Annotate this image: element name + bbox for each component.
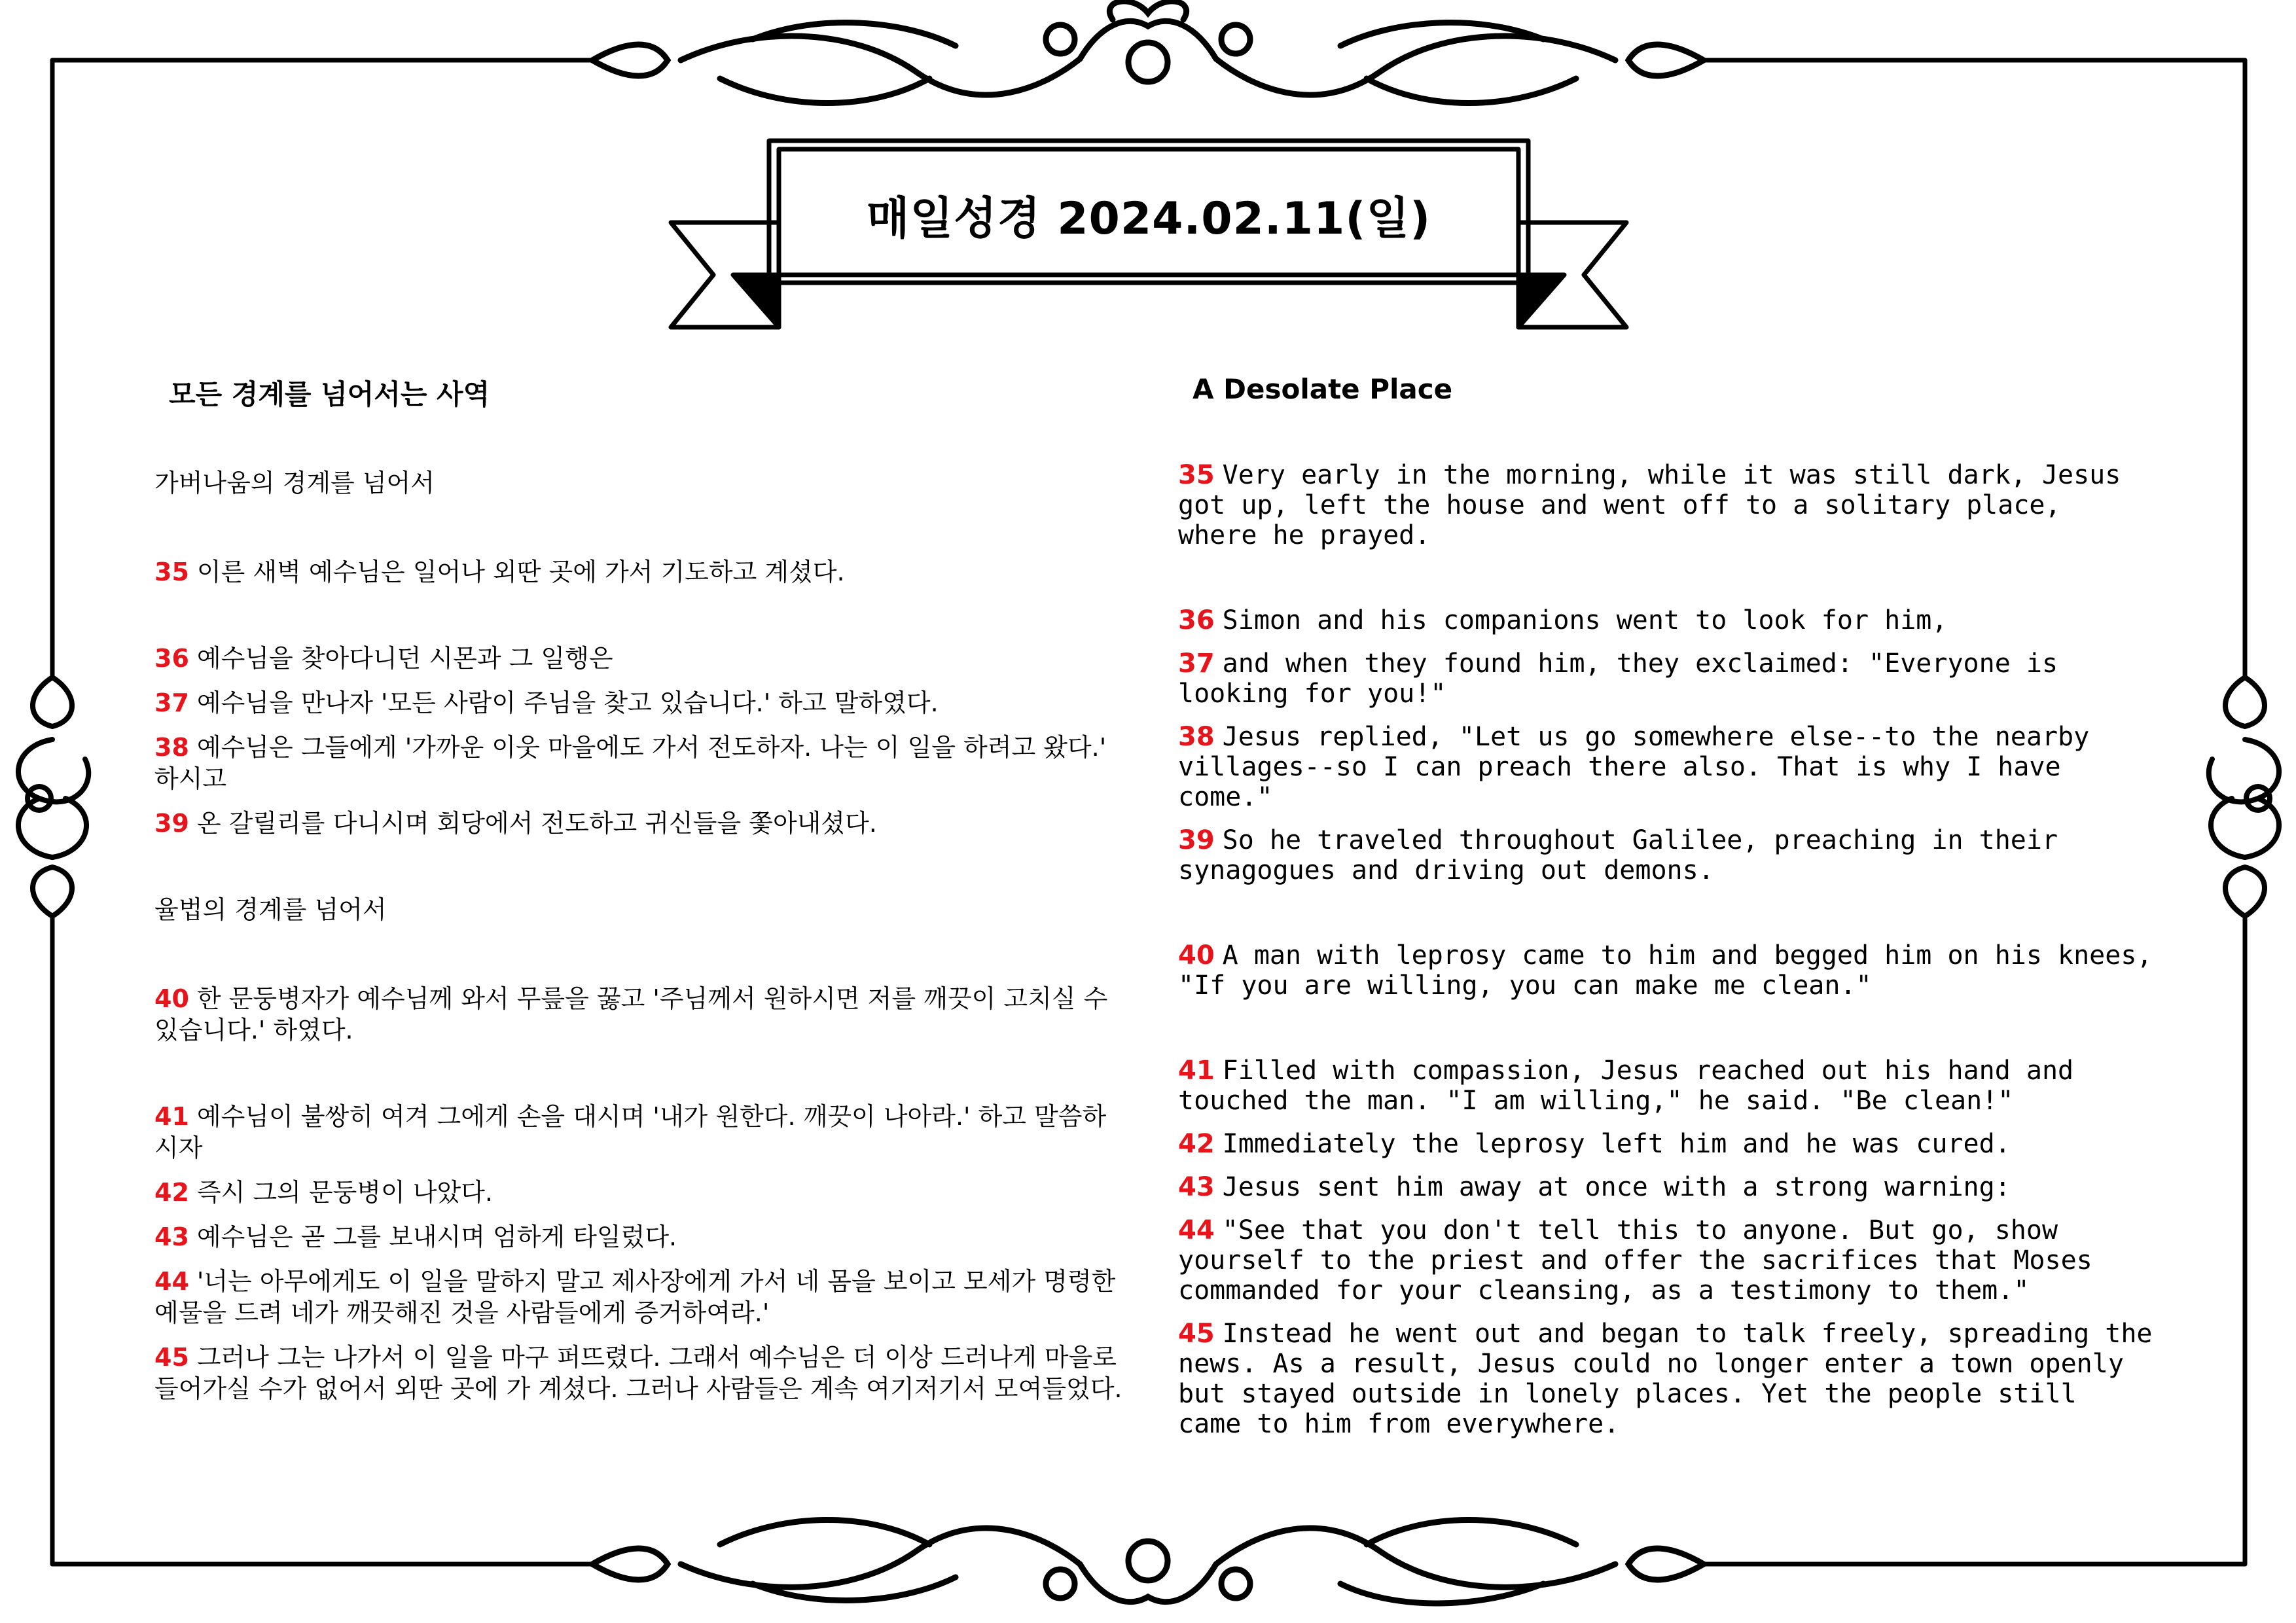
verse	[1178, 1056, 2153, 1116]
verse	[154, 1266, 1123, 1329]
verse-number: 42	[1178, 1129, 1215, 1159]
verse-number: 43	[154, 1222, 189, 1251]
verse-number: 37	[1178, 649, 1215, 679]
verse-text: So he traveled throughout Galilee, preaching in their synagogues and driving out demons.	[1178, 825, 2058, 885]
verse-number: 37	[154, 688, 189, 717]
verse-number: 45	[1178, 1319, 1215, 1349]
verse	[1178, 1129, 2153, 1159]
verse-number: 42	[154, 1178, 189, 1207]
verse-number: 35	[1178, 460, 1215, 490]
korean-heading: 모든 경계를 넘어서는 사역	[169, 378, 490, 410]
verse-text: 이른 새벽 예수님은 일어나 외딴 곳에 가서 기도하고 계셨다.	[196, 558, 845, 586]
korean-subheading: 가버나움의 경계를 넘어서	[154, 469, 435, 497]
page-title: 매일성경 2024.02.11(일)	[866, 192, 1431, 245]
verse-number: 40	[154, 984, 189, 1013]
verse	[1178, 460, 2153, 550]
verse-number: 39	[154, 809, 189, 838]
verse-number: 38	[154, 733, 189, 762]
verse-text: Immediately the leprosy left him and he was cured.	[1222, 1129, 2011, 1159]
korean-column	[154, 373, 1123, 1418]
left-side-ornament	[18, 677, 88, 916]
verse	[1178, 1215, 2153, 1306]
verse-text: 예수님은 곧 그를 보내시며 엄하게 타일렀다.	[196, 1222, 677, 1251]
bottom-flourish-ornament	[592, 1520, 1704, 1604]
verse-number: 41	[1178, 1056, 1215, 1086]
verse-text: 온 갈릴리를 다니시며 회당에서 전도하고 귀신들을 쫓아내셨다.	[196, 809, 877, 838]
verse-number: 38	[1178, 722, 1215, 752]
verse-text: '너는 아무에게도 이 일을 말하지 말고 제사장에게 가서 네 몸을 보이고 모세가 명령한 예물을 드려 네가 깨끗해진 것을 사람들에게 증거하여라.'	[154, 1267, 1116, 1327]
verse-number: 44	[1178, 1215, 1215, 1245]
verse	[154, 1177, 1123, 1208]
verse	[154, 1101, 1123, 1164]
verse-text: "See that you don't tell this to anyone. But go, show yourself to the priest and offer the sacrifices that Moses commanded for your cleansing, as a testimony to them."	[1178, 1215, 2092, 1306]
korean-subheading: 율법의 경계를 넘어서	[154, 895, 387, 924]
verse	[154, 808, 1123, 839]
verse-text: 한 문둥병자가 예수님께 와서 무릎을 꿇고 '주님께서 원하시면 저를 깨끗이 고치실 수 있습니다.' 하였다.	[154, 984, 1108, 1044]
verse-text: Instead he went out and began to talk freely, spreading the news. As a result, Jesus could no longer enter a town openly but stayed outside in lonely places. Yet the people still came to him from everywhere.	[1178, 1319, 2153, 1439]
english-heading: A Desolate Place	[1193, 373, 1453, 405]
verse-number: 41	[154, 1102, 189, 1131]
verse-text: 예수님을 만나자 '모든 사람이 주님을 찾고 있습니다.' 하고 말하였다.	[196, 688, 939, 717]
verse	[1178, 605, 2153, 635]
verse	[1178, 940, 2153, 1001]
verse	[1178, 825, 2153, 885]
verse-text: Filled with compassion, Jesus reached out his hand and touched the man. "I am willing," he said. "Be clean!"	[1178, 1056, 2074, 1116]
verse-number: 43	[1178, 1172, 1215, 1202]
verse-number: 36	[1178, 605, 1215, 635]
verse	[1178, 1172, 2153, 1202]
verse	[1178, 722, 2153, 812]
verse-number: 45	[154, 1343, 189, 1372]
verse	[154, 732, 1123, 794]
verse	[1178, 649, 2153, 709]
verse-text: 즉시 그의 문둥병이 나았다.	[196, 1178, 493, 1207]
verse	[154, 687, 1123, 719]
verse	[154, 556, 1123, 588]
verse-text: Jesus sent him away at once with a strong warning:	[1222, 1172, 2011, 1202]
verse-text: Simon and his companions went to look for him,	[1222, 605, 1948, 635]
verse-number: 39	[1178, 825, 1215, 855]
english-column	[1178, 373, 2153, 1452]
verse	[154, 1342, 1123, 1404]
verse-text: A man with leprosy came to him and begged him on his knees, "If you are willing, you can make me clean."	[1178, 940, 2153, 1001]
verse-number: 44	[154, 1267, 189, 1296]
top-flourish-ornament	[592, 1, 1704, 103]
verse	[154, 983, 1123, 1046]
right-side-ornament	[2209, 677, 2279, 916]
verse	[154, 1221, 1123, 1253]
verse-text: and when they found him, they exclaimed: "Everyone is looking for you!"	[1178, 649, 2058, 709]
verse-text: 예수님은 그들에게 '가까운 이웃 마을에도 가서 전도하자. 나는 이 일을 하려고 왔다.' 하시고	[154, 733, 1107, 793]
verse-text: Very early in the morning, while it was still dark, Jesus got up, left the house and went off to a solitary place, where he prayed.	[1178, 460, 2121, 550]
verse	[1178, 1319, 2153, 1439]
verse-text: 그러나 그는 나가서 이 일을 마구 퍼뜨렸다. 그래서 예수님은 더 이상 드러나게 마을로 들어가실 수가 없어서 외딴 곳에 가 계셨다. 그러나 사람들은 계속 여기저기서 모여들었다.	[154, 1343, 1122, 1403]
verse-number: 35	[154, 558, 189, 586]
verse-text: Jesus replied, "Let us go somewhere else--to the nearby villages--so I can preach there also. That is why I have come."	[1178, 722, 2090, 812]
verse-text: 예수님이 불쌍히 여겨 그에게 손을 대시며 '내가 원한다. 깨끗이 나아라.' 하고 말씀하시자	[154, 1102, 1107, 1162]
verse-number: 36	[154, 644, 189, 673]
verse-text: 예수님을 찾아다니던 시몬과 그 일행은	[196, 644, 613, 673]
verse-number: 40	[1178, 940, 1215, 971]
verse	[154, 643, 1123, 674]
